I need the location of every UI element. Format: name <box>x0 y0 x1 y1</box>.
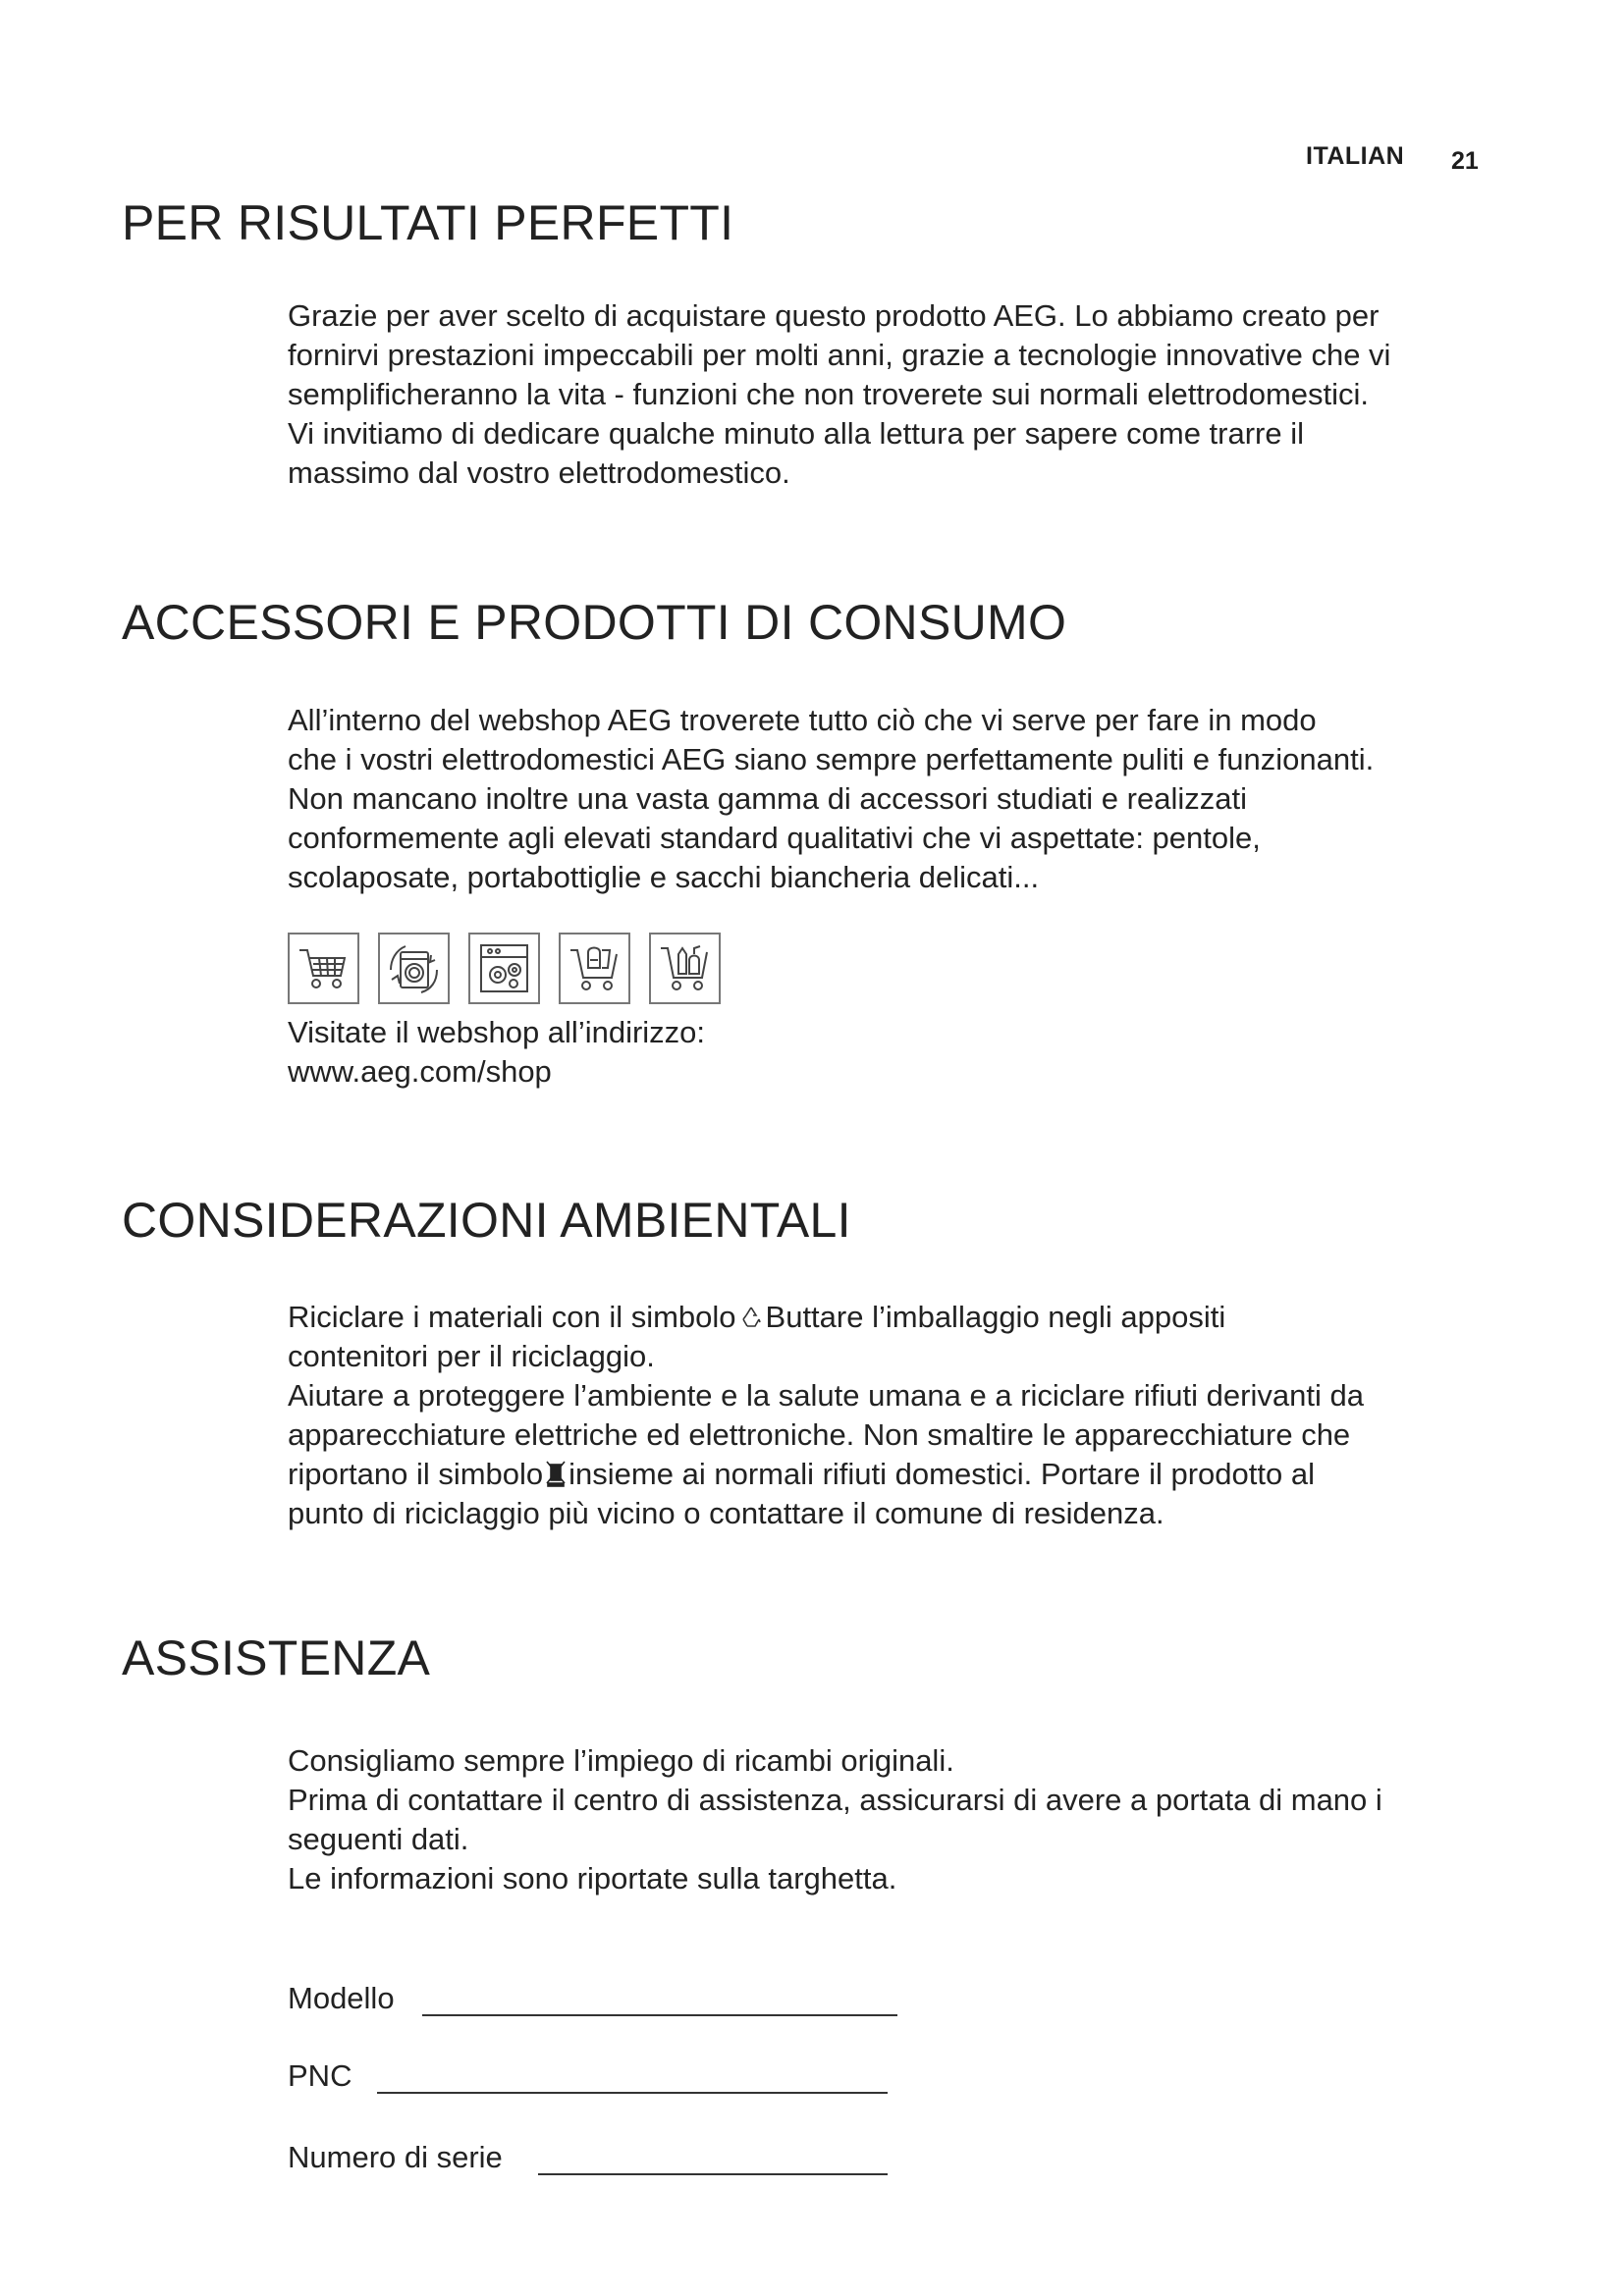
section-title-perfect-results: PER RISULTATI PERFETTI <box>122 195 734 250</box>
model-label: Modello <box>288 1981 395 2015</box>
model-field-line[interactable] <box>422 2014 897 2016</box>
section-title-environment: CONSIDERAZIONI AMBIENTALI <box>122 1193 851 1248</box>
paragraph-line: Non mancano inoltre una vasta gamma di accessori studiati e realizzati <box>288 781 1247 816</box>
serial-number-label: Numero di serie <box>288 2140 503 2174</box>
paragraph-line: conformemente agli elevati standard qualitativi che vi aspettate: pentole, <box>288 821 1261 855</box>
environment-paragraph <box>288 1298 1505 1533</box>
header-language: ITALIAN <box>1306 142 1405 170</box>
pnc-field-line[interactable] <box>377 2092 888 2094</box>
service-paragraph <box>288 1741 1505 1898</box>
accessories-paragraph <box>288 701 1505 897</box>
environment-text: Riciclare i materiali con il simbolo <box>288 1300 736 1334</box>
paragraph-line: Grazie per aver scelto di acquistare questo prodotto AEG. Lo abbiamo creato per <box>288 298 1380 333</box>
environment-text: riportano il simbolo <box>288 1457 544 1491</box>
serial-number-field-line[interactable] <box>538 2173 888 2175</box>
crossed-bin-icon <box>546 1460 566 1487</box>
paragraph-line: seguenti dati. <box>288 1822 469 1856</box>
paragraph-line: apparecchiature elettriche ed elettroniche. Non smaltire le apparecchiature che <box>288 1417 1351 1452</box>
pnc-label: PNC <box>288 2058 352 2093</box>
paragraph-line: fornirvi prestazioni impeccabili per molti anni, grazie a tecnologie innovative che vi <box>288 338 1391 372</box>
washing-machine-care-icon <box>378 933 450 1004</box>
paragraph-line: Consigliamo sempre l’impiego di ricambi originali. <box>288 1743 954 1778</box>
paragraph-line: scolaposate, portabottiglie e sacchi biancheria delicati... <box>288 860 1040 894</box>
paragraph-line: che i vostri elettrodomestici AEG siano sempre perfettamente puliti e funzionanti. <box>288 742 1375 776</box>
webshop-url[interactable]: www.aeg.com/shop <box>288 1054 552 1089</box>
webshop-visit-label: Visitate il webshop all’indirizzo: <box>288 1015 706 1049</box>
cart-cleaning-products-icon <box>649 933 721 1004</box>
appliance-parts-icon <box>468 933 540 1004</box>
webshop-visit-text <box>288 1013 1505 1092</box>
recycle-icon <box>739 1305 763 1330</box>
paragraph-line: contenitori per il riciclaggio. <box>288 1339 655 1373</box>
paragraph-line: All’interno del webshop AEG troverete tutto ciò che vi serve per fare in modo <box>288 703 1317 737</box>
paragraph-line: Vi invitiamo di dedicare qualche minuto alla lettura per sapere come trarre il <box>288 416 1305 451</box>
paragraph-line: Prima di contattare il centro di assistenza, assicurarsi di avere a portata di mano i <box>288 1783 1382 1817</box>
paragraph-line: Aiutare a proteggere l’ambiente e la salute umana e a riciclare rifiuti derivanti da <box>288 1378 1364 1413</box>
paragraph-line <box>288 1298 1505 1337</box>
paragraph-line: semplificheranno la vita - funzioni che non troverete sui normali elettrodomestici. <box>288 377 1370 411</box>
section-title-accessories: ACCESSORI E PRODOTTI DI CONSUMO <box>122 595 1067 650</box>
paragraph-line: punto di riciclaggio più vicino o contattare il comune di residenza. <box>288 1496 1164 1530</box>
section-title-service: ASSISTENZA <box>122 1630 431 1685</box>
paragraph-line: massimo dal vostro elettrodomestico. <box>288 455 790 490</box>
paragraph-line <box>288 1455 1505 1494</box>
paragraph-line: Le informazioni sono riportate sulla targhetta. <box>288 1861 897 1896</box>
shopping-cart-icon <box>288 933 359 1004</box>
environment-text: insieme ai normali rifiuti domestici. Portare il prodotto al <box>568 1457 1315 1491</box>
environment-text: Buttare l’imballaggio negli appositi <box>765 1300 1226 1334</box>
page-number: 21 <box>1451 147 1479 175</box>
cart-accessories-icon <box>559 933 630 1004</box>
perfect-results-paragraph <box>288 296 1505 493</box>
